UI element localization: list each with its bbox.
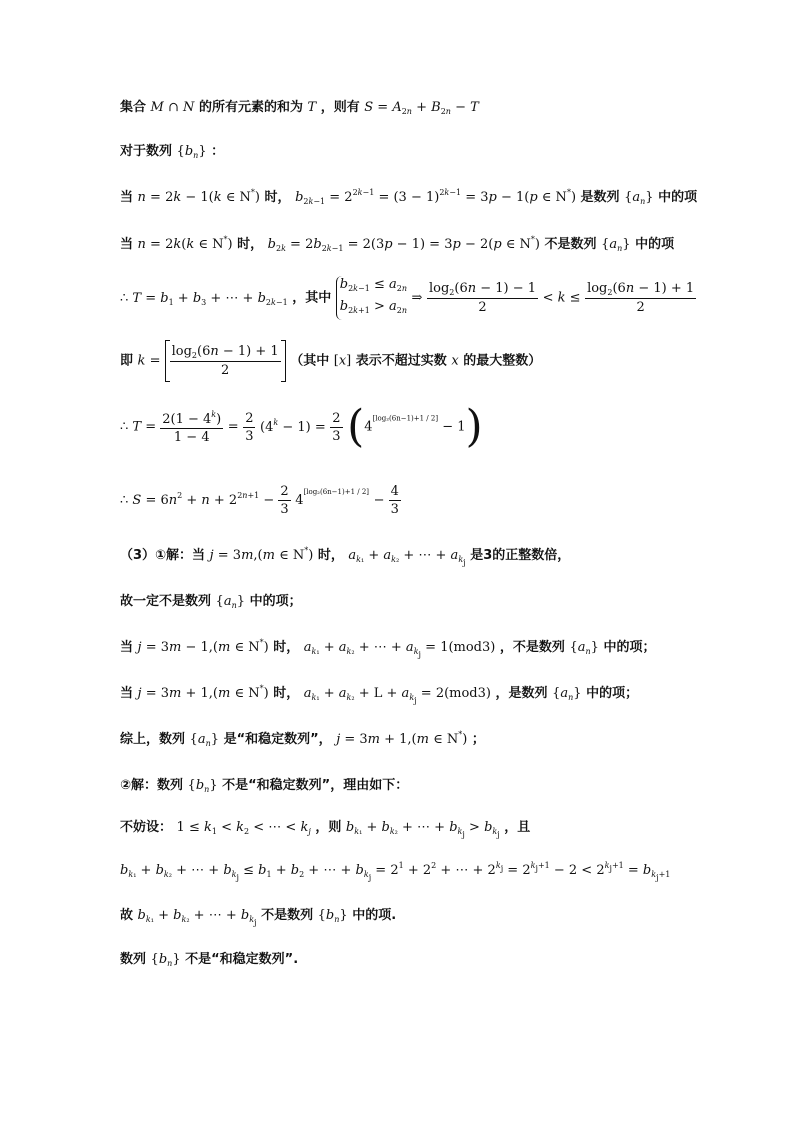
line-1: 集合 M ∩ N 的所有元素的和为 T ，则有 $S = A_{2n} + B_{2n} - T$ (120, 100, 479, 116)
line-17: 故 $b_{k_1} + b_{k_2}$ + ⋯ + $b_{k_j}$ 不是数列 $\{b_n\}$ 中的项. (120, 908, 397, 927)
line-7: ∴ T = $\frac{2(1 - 4^k)}{1 - 4}$ = $\frac{2}{3}$ $(4^k - 1)$ = $\frac{2}{3}$ (4[log₂(6n−1)+1 / 2] − 1) (120, 401, 483, 452)
line-11: 当 j = 3m − 1,(m ∈ N*) 时， $a_{k_1} + a_{k_2}$ + ⋯ + $a_{k_j} = 1(mod3)$ ，不是数列 $\{a_n\}$ 中的项； (120, 638, 656, 659)
line-4: 当 n = 2k(k ∈ N*) 时， $b_{2k} = 2b_{2k-1} = 2(3p - 1) = 3p - 2(p$ ∈ N*) 不是数列 $\{a_n\}$ 中的项 (120, 235, 675, 253)
line-15: 不妨设： $1 \le k_1 < k_2$ < ⋯ < $k_j$ ，则 $b_{k_1} + b_{k_2}$ + ⋯ + $b_{k_j} > b_{k_j}$ ，且 (120, 820, 531, 839)
line-13: 综上，数列 $\{a_n\}$ 是“和稳定数列”， j = 3m + 1,(m ∈ N*) ； (120, 730, 485, 748)
line-16: $b_{k_1} + b_{k_2}$ + ⋯ + $b_{k_j} \le b_1 + b_2$ + ⋯ + $b_{k_j} = 2^1 + 2^2$ + ⋯ + $2^{k_j} = 2^{k_j+1} - 2 < 2^{k_j+1} = b_{k_j+1}$ (120, 861, 671, 882)
line-12: 当 j = 3m + 1,(m ∈ N*) 时， $a_{k_1} + a_{k_2} + L + a_{k_j} = 2(mod3)$ ，是数列 $\{a_n\}$ 中的项； (120, 684, 639, 705)
line-9: （3）①解：当 j = 3m,(m ∈ N*) 时， $a_{k_1} + a_{k_2}$ + ⋯ + $a_{k_j}$ 是3的正整数倍， (120, 546, 571, 567)
line-10: 故一定不是数列 $\{a_n\}$ 中的项； (120, 594, 302, 610)
line-5: ∴ $T = b_1 + b_3$ + ⋯ + $b_{2k-1}$ ，其中 $b_{2k-1} \le a_{2n}$ $b_{2k+1} > a_{2n}$ ⇒ $\frac{\log_2(6n - 1) - 1}{2}$ < k ≤ $\frac{\log_2(6n - 1) + 1}{2}$ (120, 276, 696, 320)
line-18: 数列 $\{b_n\}$ 不是“和稳定数列”. (120, 952, 299, 968)
line-14: ②解：数列 $\{b_n\}$ 不是“和稳定数列”，理由如下： (120, 778, 409, 794)
line-3: 当 n = 2k − 1(k ∈ N*) 时， $b_{2k-1} = 2^{2k-1} = (3 - 1)^{2k-1} = 3p - 1(p$ ∈ N*) 是数列 $\{a_n\}$ 中的项 (120, 188, 698, 206)
line-6: 即 k = $\frac{\log_2(6n - 1) + 1}{2}$ （其中 [x] 表示不超过实数 x 的最大整数） (120, 340, 541, 382)
line-2: 对于数列 $\{b_n\}$ ： (120, 144, 225, 160)
line-8: ∴ $S = 6n^2 + n + 2^{2n+1}$ − $\frac{2}{3}$ 4[log₂(6n−1)+1 / 2] − $\frac{4}{3}$ (120, 484, 399, 517)
